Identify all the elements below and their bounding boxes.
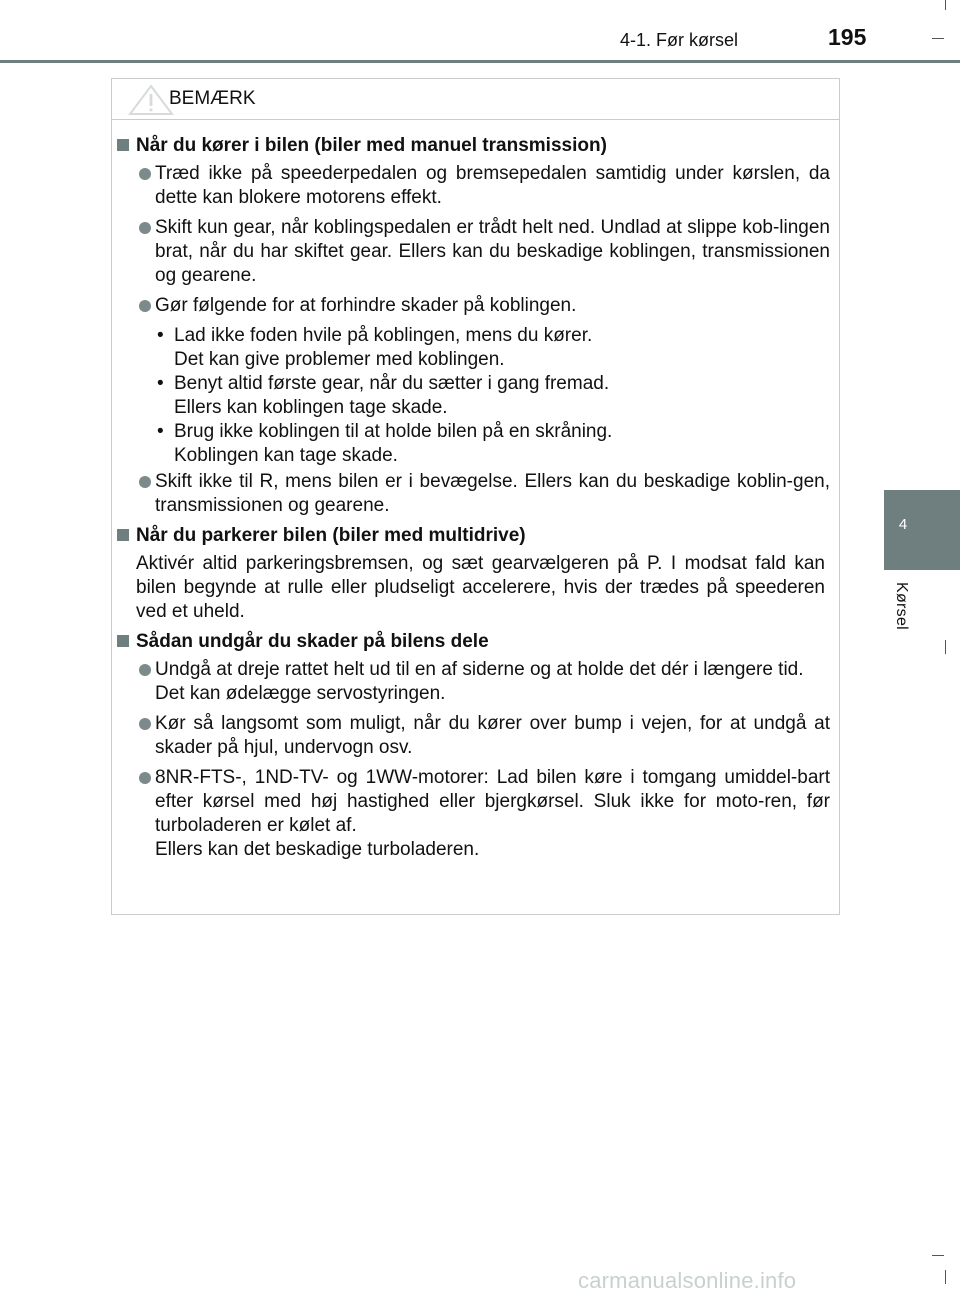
- bullet-item: Skift kun gear, når koblingspedalen er trådt helt ned. Undlad at slippe kob-lingen brat, når du har skiftet gear. Ellers kan du beskadige koblingen, transmissionen og gearene.: [112, 216, 839, 288]
- bullet-item: Kør så langsomt som muligt, når du kører over bump i vejen, for at undgå at skader på hjul, undervogn osv.: [112, 712, 839, 760]
- crop-mark: [932, 1255, 944, 1256]
- notice-title: BEMÆRK: [169, 88, 256, 109]
- round-bullet-icon: [139, 168, 151, 180]
- small-dot-icon: •: [157, 373, 164, 394]
- small-dot-icon: •: [157, 421, 164, 442]
- chapter-number: 4: [898, 516, 908, 533]
- watermark: carmanualsonline.info: [578, 1268, 797, 1293]
- sub-item: • Lad ikke foden hvile på koblingen, mens du kører. Det kan give problemer med koblingen.: [157, 325, 593, 370]
- section-heading: Når du parkerer bilen (biler med multidrive): [112, 524, 839, 548]
- round-bullet-icon: [139, 300, 151, 312]
- bullet-item: Træd ikke på speederpedalen og bremsepedalen samtidig under kørslen, da dette kan blokere motorens effekt.: [112, 162, 839, 210]
- sub-item: • Brug ikke koblingen til at holde bilen på en skråning. Koblingen kan tage skade.: [157, 421, 613, 466]
- chapter-label: Kørsel: [893, 582, 910, 631]
- page-number: 195: [828, 24, 867, 50]
- small-dot-icon: •: [157, 325, 164, 346]
- section-heading: Når du kører i bilen (biler med manuel transmission): [112, 134, 839, 158]
- chapter-tab: [884, 490, 960, 570]
- sub-item: • Benyt altid første gear, når du sætter i gang fremad. Ellers kan koblingen tage skade.: [157, 373, 610, 418]
- notice-box: [111, 78, 840, 915]
- round-bullet-icon: [139, 718, 151, 730]
- round-bullet-icon: [139, 772, 151, 784]
- bullet-item: Undgå at dreje rattet helt ud til en af siderne og at holde det dér i længere tid. Det kan ødelægge servostyringen.: [112, 658, 839, 706]
- bullet-item: 8NR-FTS-, 1ND-TV- og 1WW-motorer: Lad bilen køre i tomgang umiddel-bart efter kørsel med høj hastighed eller bjergkørsel. Sluk ikke for moto-ren, før turboladeren er kølet af. Ellers kan det beskadige turboladeren.: [112, 766, 839, 862]
- round-bullet-icon: [139, 222, 151, 234]
- section-heading: Sådan undgår du skader på bilens dele: [112, 630, 839, 654]
- header-rule: [0, 60, 960, 63]
- round-bullet-icon: [139, 476, 151, 488]
- round-bullet-icon: [139, 664, 151, 676]
- notice-header: [112, 79, 839, 120]
- warning-triangle-icon: [128, 84, 174, 116]
- square-bullet-icon: [117, 529, 129, 541]
- crop-mark: [945, 640, 946, 654]
- paragraph: Aktivér altid parkeringsbremsen, og sæt gearvælgeren på P. I modsat fald kan bilen begynde at rulle eller pludseligt accelerere, hvis der trædes på speederen ved et uheld.: [136, 553, 825, 622]
- bullet-item: Skift ikke til R, mens bilen er i bevægelse. Ellers kan du beskadige koblin-gen, transmissionen og gearene.: [112, 470, 839, 518]
- crop-mark: [945, 0, 946, 10]
- square-bullet-icon: [117, 635, 129, 647]
- bullet-item: Gør følgende for at forhindre skader på koblingen.: [112, 294, 839, 318]
- square-bullet-icon: [117, 139, 129, 151]
- notice-body: [112, 134, 839, 868]
- crop-mark: [932, 38, 944, 39]
- section-title: 4-1. Før kørsel: [620, 30, 739, 50]
- crop-mark: [945, 1270, 946, 1284]
- sub-list: [112, 324, 839, 468]
